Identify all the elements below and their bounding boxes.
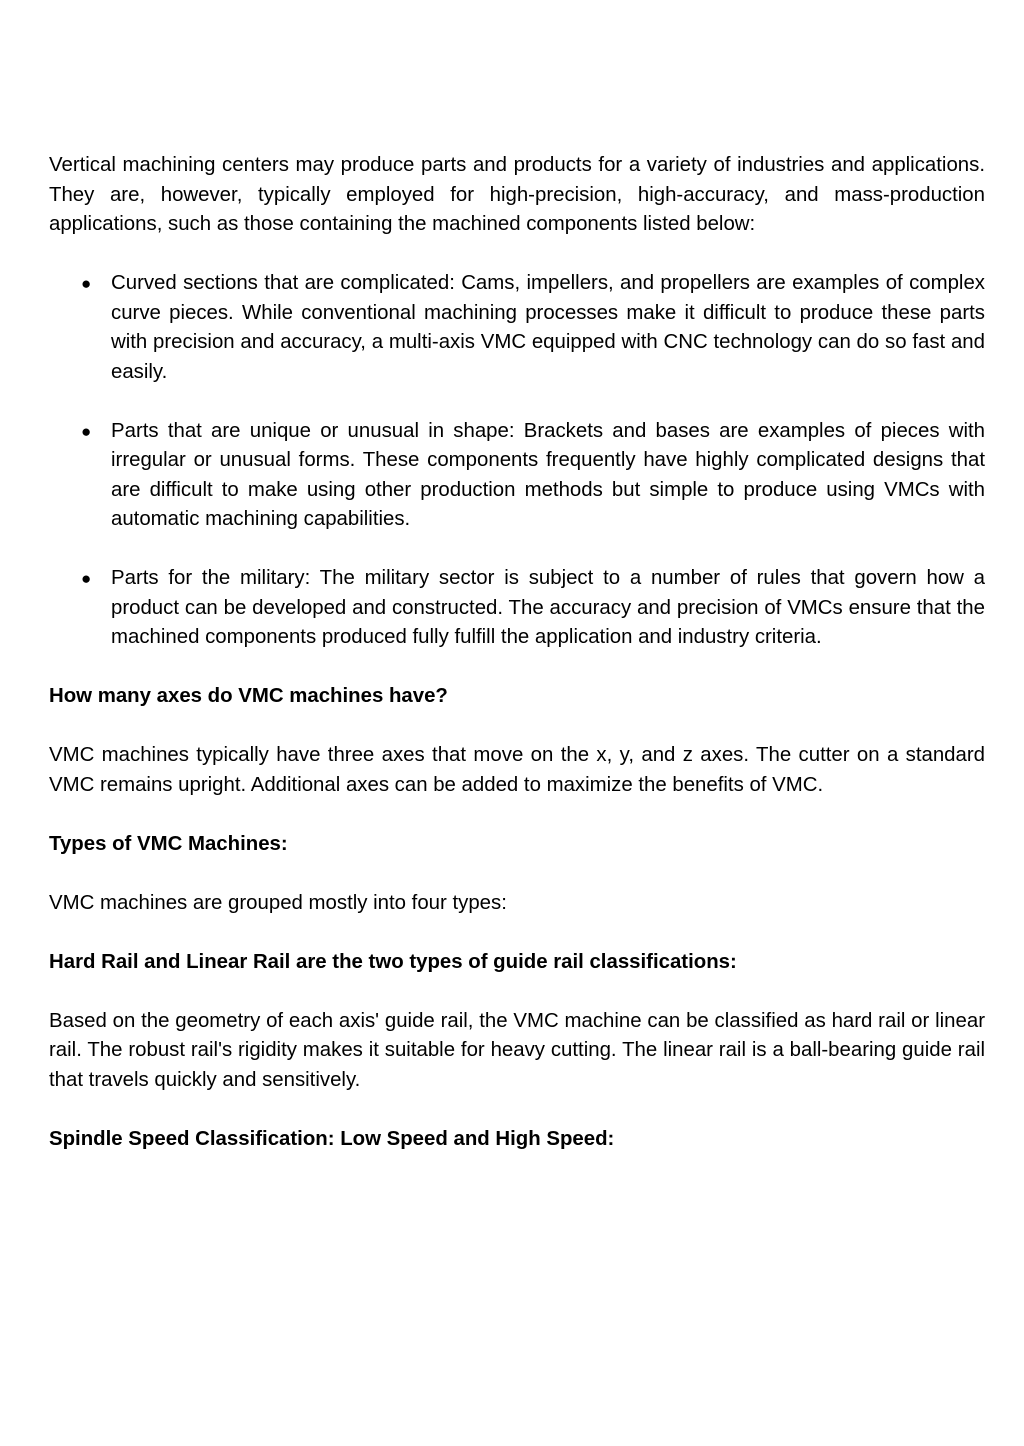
bullet-icon: ● [81,274,92,293]
section-body-axes: VMC machines typically have three axes that move on the x, y, and z axes. The cutter on a standard VMC remains upright. Additional axes can be added to maximize the benefits of VMC. [49,744,985,796]
list-item-text: Curved sections that are complicated: Cams, impellers, and propellers are examples of complex curve pieces. While conventional machining processes make it difficult to produce these parts with precision and accuracy, a multi-axis VMC equipped with CNC technology can do so fast and easily. [111,272,985,383]
document-page [49,151,985,1184]
section-heading-spindle-speed: Spindle Speed Classification: Low Speed and High Speed: [49,1127,615,1150]
components-list [49,269,985,653]
bullet-icon: ● [81,421,92,441]
list-item [49,269,985,387]
list-item-text: Parts that are unique or unusual in shape: Brackets and bases are examples of pieces with irregular or unusual forms. These components frequently have highly complicated designs that are difficult to make using other production methods but simple to produce using VMCs with automatic machining capabilities. [111,419,985,530]
list-item [49,417,985,535]
section-heading-axes: How many axes do VMC machines have? [49,685,448,707]
section-body-guide-rail: Based on the geometry of each axis' guide rail, the VMC machine can be classified as hard rail or linear rail. The robust rail's rigidity makes it suitable for heavy cutting. The linear rail is a ball-bearing guide rail that travels quickly and sensitively. [49,1009,985,1091]
section-heading-guide-rail: Hard Rail and Linear Rail are the two types of guide rail classifications: [49,950,737,973]
section-body-types: VMC machines are grouped mostly into four types: [49,891,507,914]
list-item-text: Parts for the military: The military sector is subject to a number of rules that govern how a product can be developed and constructed. The accuracy and precision of VMCs ensure that the machined components produced fully fulfill the application and industry criteria. [111,567,985,648]
list-item [49,564,985,653]
bullet-icon: ● [81,569,92,588]
intro-paragraph: Vertical machining centers may produce parts and products for a variety of industries and applications. They are, however, typically employed for high-precision, high-accuracy, and mass-production applications, such as those containing the machined components listed below: [49,154,985,235]
section-heading-types: Types of VMC Machines: [49,832,288,855]
